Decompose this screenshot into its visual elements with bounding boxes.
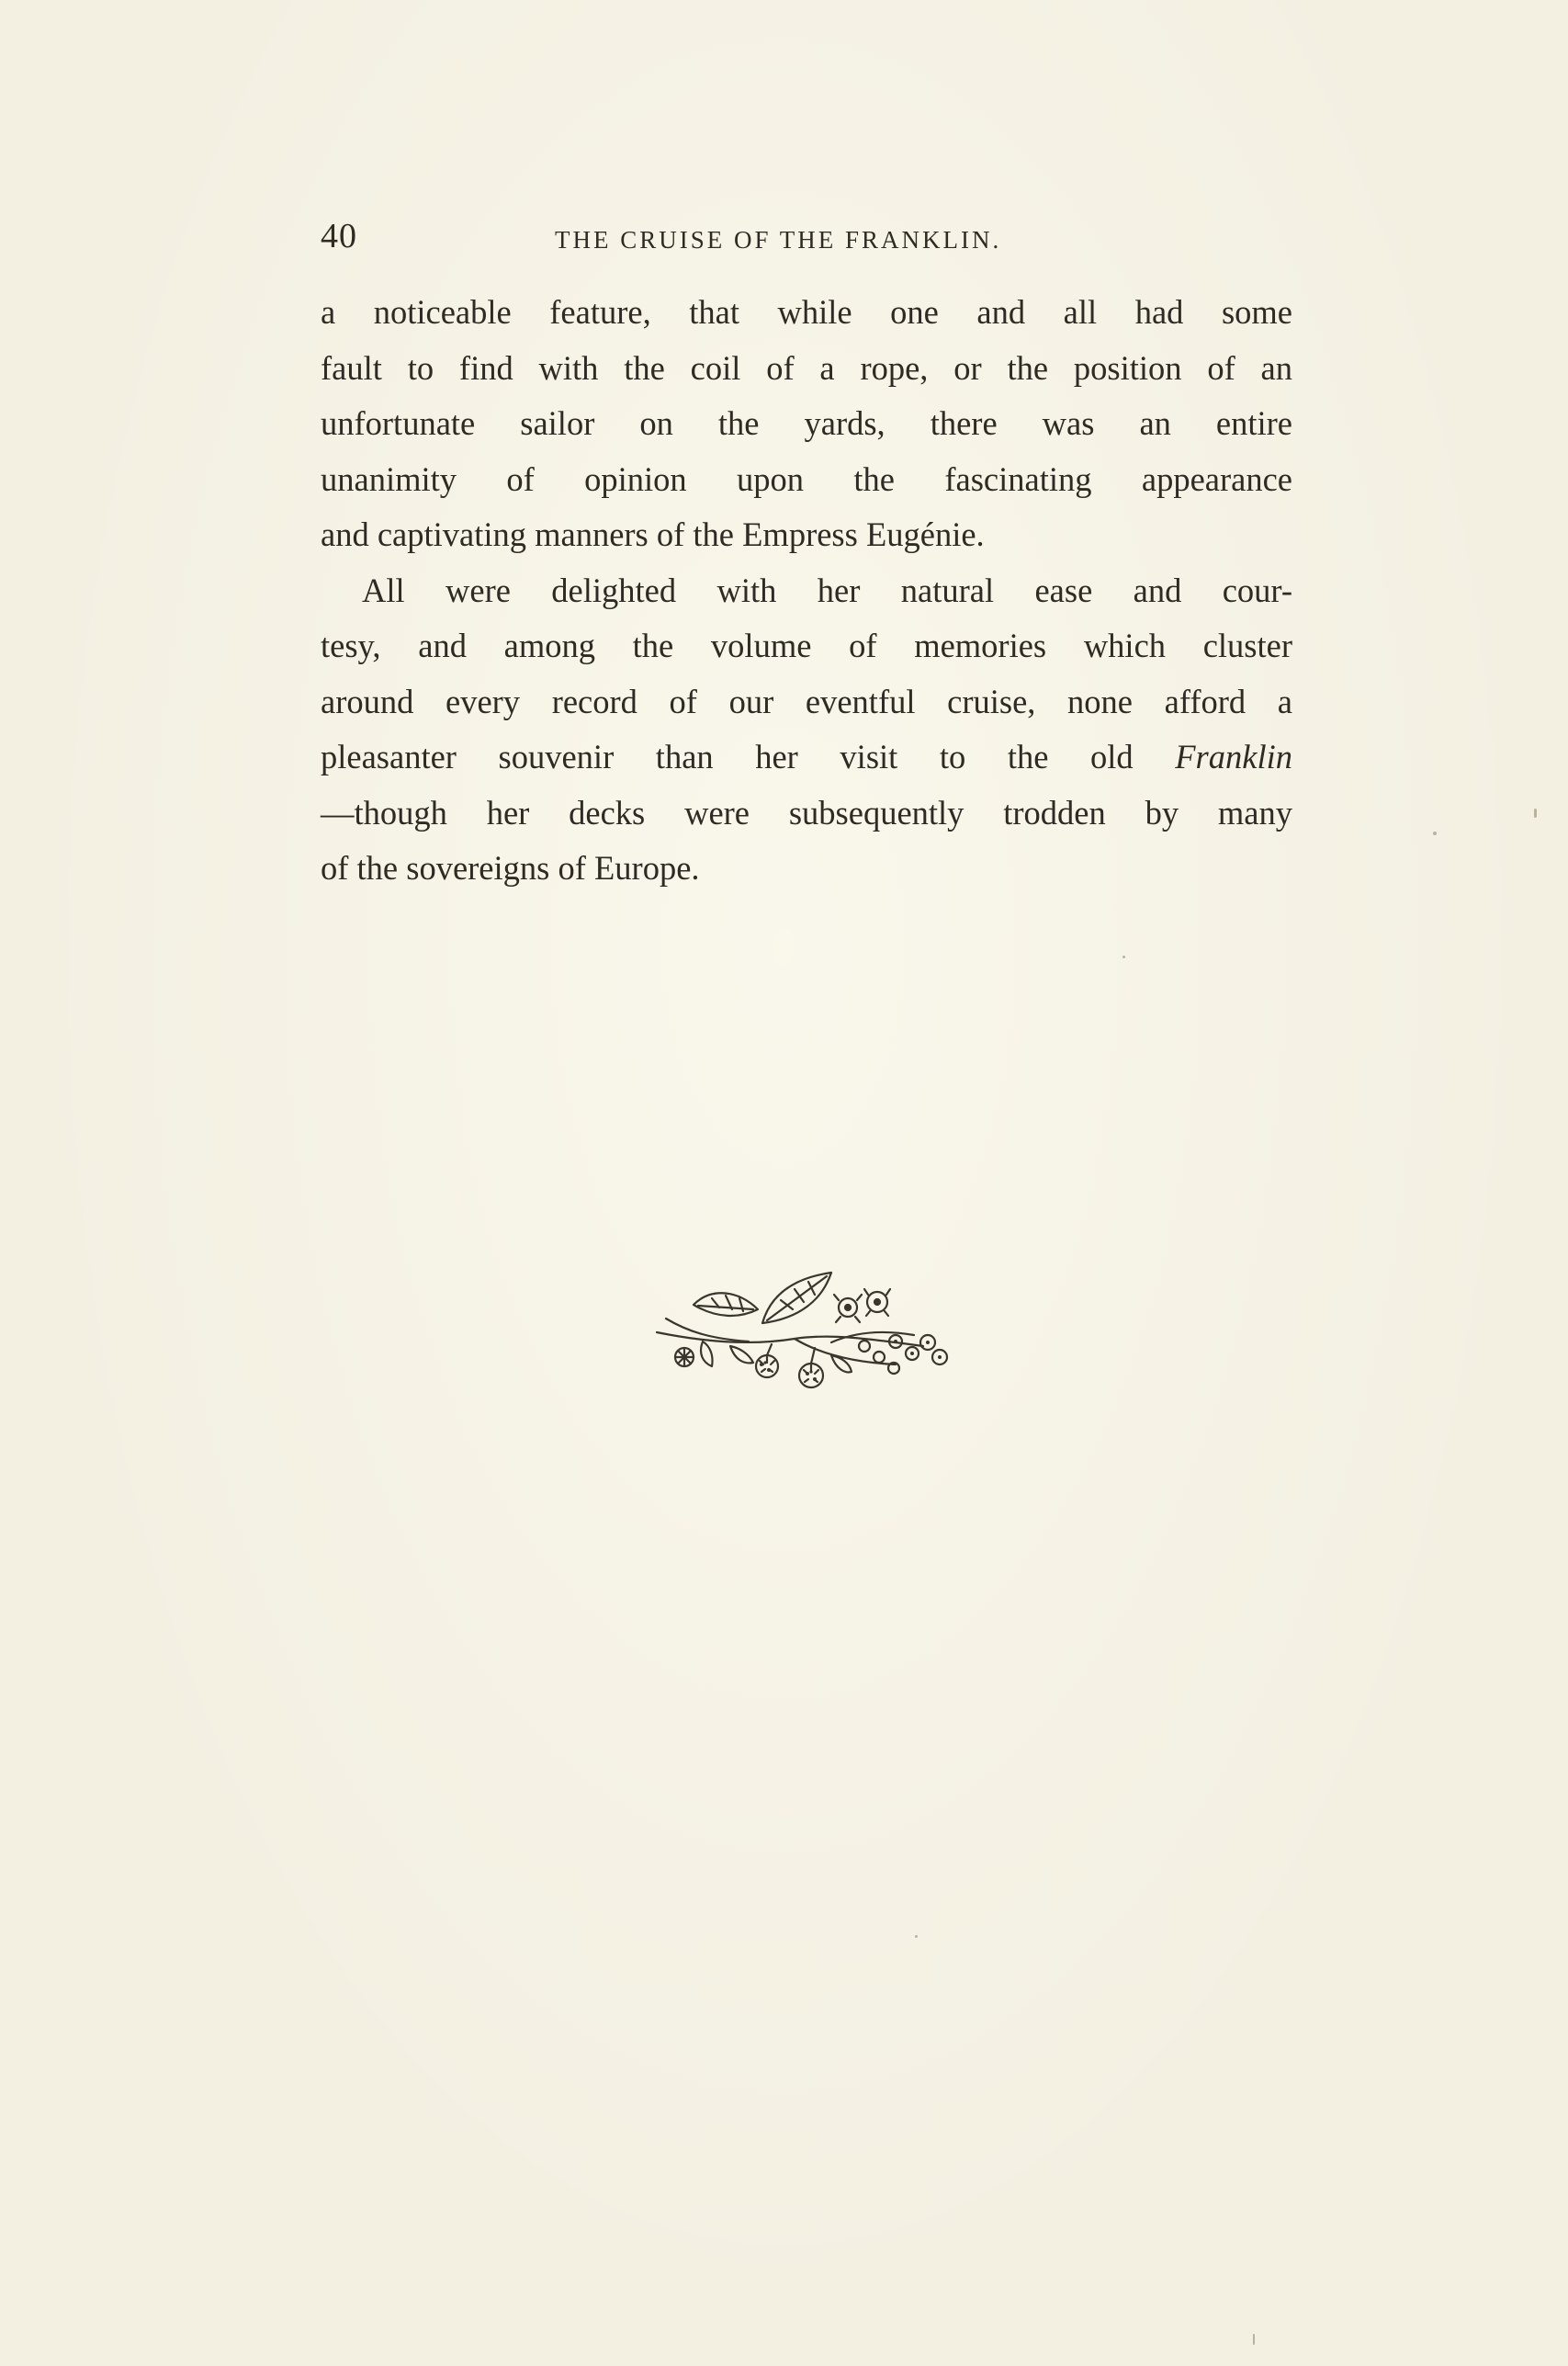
running-head: [321, 213, 1294, 259]
text-fragment: pleasanter souvenir than her visit to the old: [321, 738, 1176, 775]
text-line: a noticeable feature, that while one and all had some: [321, 293, 1292, 331]
text-line: unfortunate sailor on the yards, there was an entire: [321, 404, 1292, 442]
paper-speck: [1253, 2334, 1255, 2345]
text-line-with-ship-name: [321, 730, 1292, 786]
paper-speck: [915, 1935, 918, 1938]
paragraph-2: [321, 563, 1292, 897]
paragraph-1: [321, 285, 1292, 563]
floral-vignette-icon: [648, 1254, 960, 1410]
text-line: —though her decks were subsequently trodden by many: [321, 793, 1292, 832]
paper-speck: [1534, 809, 1537, 818]
paper-speck: [1433, 832, 1437, 835]
text-line: tesy, and among the volume of memories which cluster: [321, 627, 1292, 664]
text-line: around every record of our eventful cruise, none afford a: [321, 682, 1292, 720]
text-line: unanimity of opinion upon the fascinating appearance: [321, 459, 1292, 498]
text-line: All were delighted with her natural ease and cour-: [362, 571, 1292, 609]
body-text: [321, 285, 1292, 897]
ship-name: Franklin: [1175, 738, 1292, 775]
text-line: and captivating manners of the Empress Eugénie.: [321, 515, 985, 553]
text-line: of the sovereigns of Europe.: [321, 849, 700, 887]
page-number: 40: [321, 217, 357, 255]
running-title: THE CRUISE OF THE FRANKLIN.: [555, 226, 1002, 254]
text-line: fault to find with the coil of a rope, or the position of an: [321, 348, 1292, 387]
paper-speck: [1122, 956, 1125, 958]
